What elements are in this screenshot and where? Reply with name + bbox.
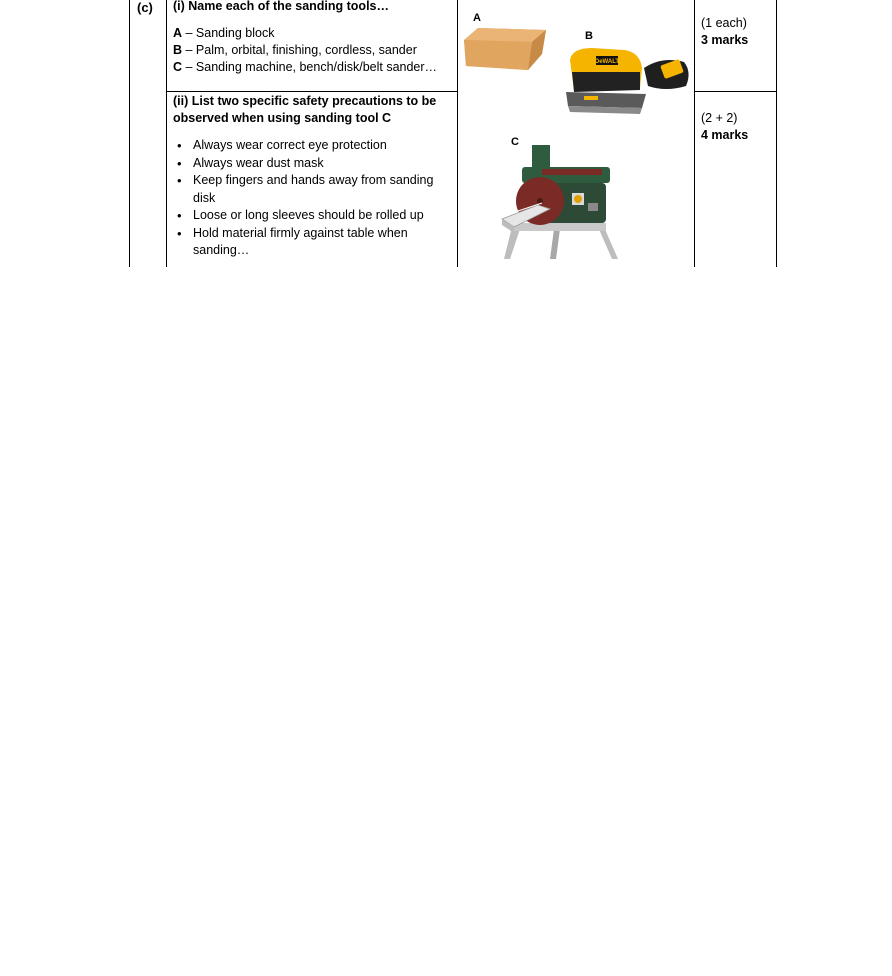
image-label-b: B: [585, 30, 593, 42]
table-divider-images: [694, 0, 695, 267]
marks-part-i-total: 3 marks: [701, 33, 749, 47]
table-divider-answer: [457, 0, 458, 267]
row-divider-marks: [694, 91, 777, 92]
answer-a-text: – Sanding block: [182, 26, 275, 40]
precautions-list: [173, 137, 448, 260]
list-item: • Loose or long sleeves should be rolled up: [173, 207, 448, 225]
answer-b-text: – Palm, orbital, finishing, cordless, sander: [182, 43, 417, 57]
marks-part-ii-note: (2 + 2): [701, 111, 738, 125]
image-label-c: C: [511, 136, 519, 148]
question-label: (c): [137, 0, 153, 15]
sanding-block-image: [462, 26, 548, 72]
part-i-title: (i) Name each of the sanding tools…: [173, 0, 389, 13]
image-label-a: A: [473, 12, 481, 24]
answer-a-letter: A: [173, 26, 183, 40]
row-divider-answer: [166, 91, 458, 92]
answer-c: [173, 59, 437, 76]
list-item: • Hold material firmly against table when sanding…: [173, 225, 448, 260]
list-item: • Always wear correct eye protection: [173, 137, 448, 155]
answer-c-letter: C: [173, 60, 183, 74]
table-left-border: [129, 0, 130, 267]
marks-part-ii: [701, 110, 748, 144]
dewalt-brand: DeWALT: [594, 59, 620, 65]
bench-sander-image: [498, 143, 622, 261]
marks-part-ii-total: 4 marks: [701, 128, 749, 142]
table-right-border: [776, 0, 777, 267]
list-item: • Always wear dust mask: [173, 155, 448, 173]
table-divider-label: [166, 0, 167, 267]
part-ii-title: (ii) List two specific safety precautions to be observed when using sanding tool C: [173, 94, 437, 125]
answer-c-text: – Sanding machine, bench/disk/belt sander…: [182, 60, 438, 74]
palm-sander-image: [562, 42, 692, 118]
marks-part-i-note: (1 each): [701, 16, 747, 30]
answer-b: [173, 42, 417, 59]
marks-part-i: [701, 15, 748, 49]
answer-b-letter: B: [173, 43, 183, 57]
list-item: • Keep fingers and hands away from sanding disk: [173, 172, 448, 207]
answer-a: [173, 25, 274, 42]
